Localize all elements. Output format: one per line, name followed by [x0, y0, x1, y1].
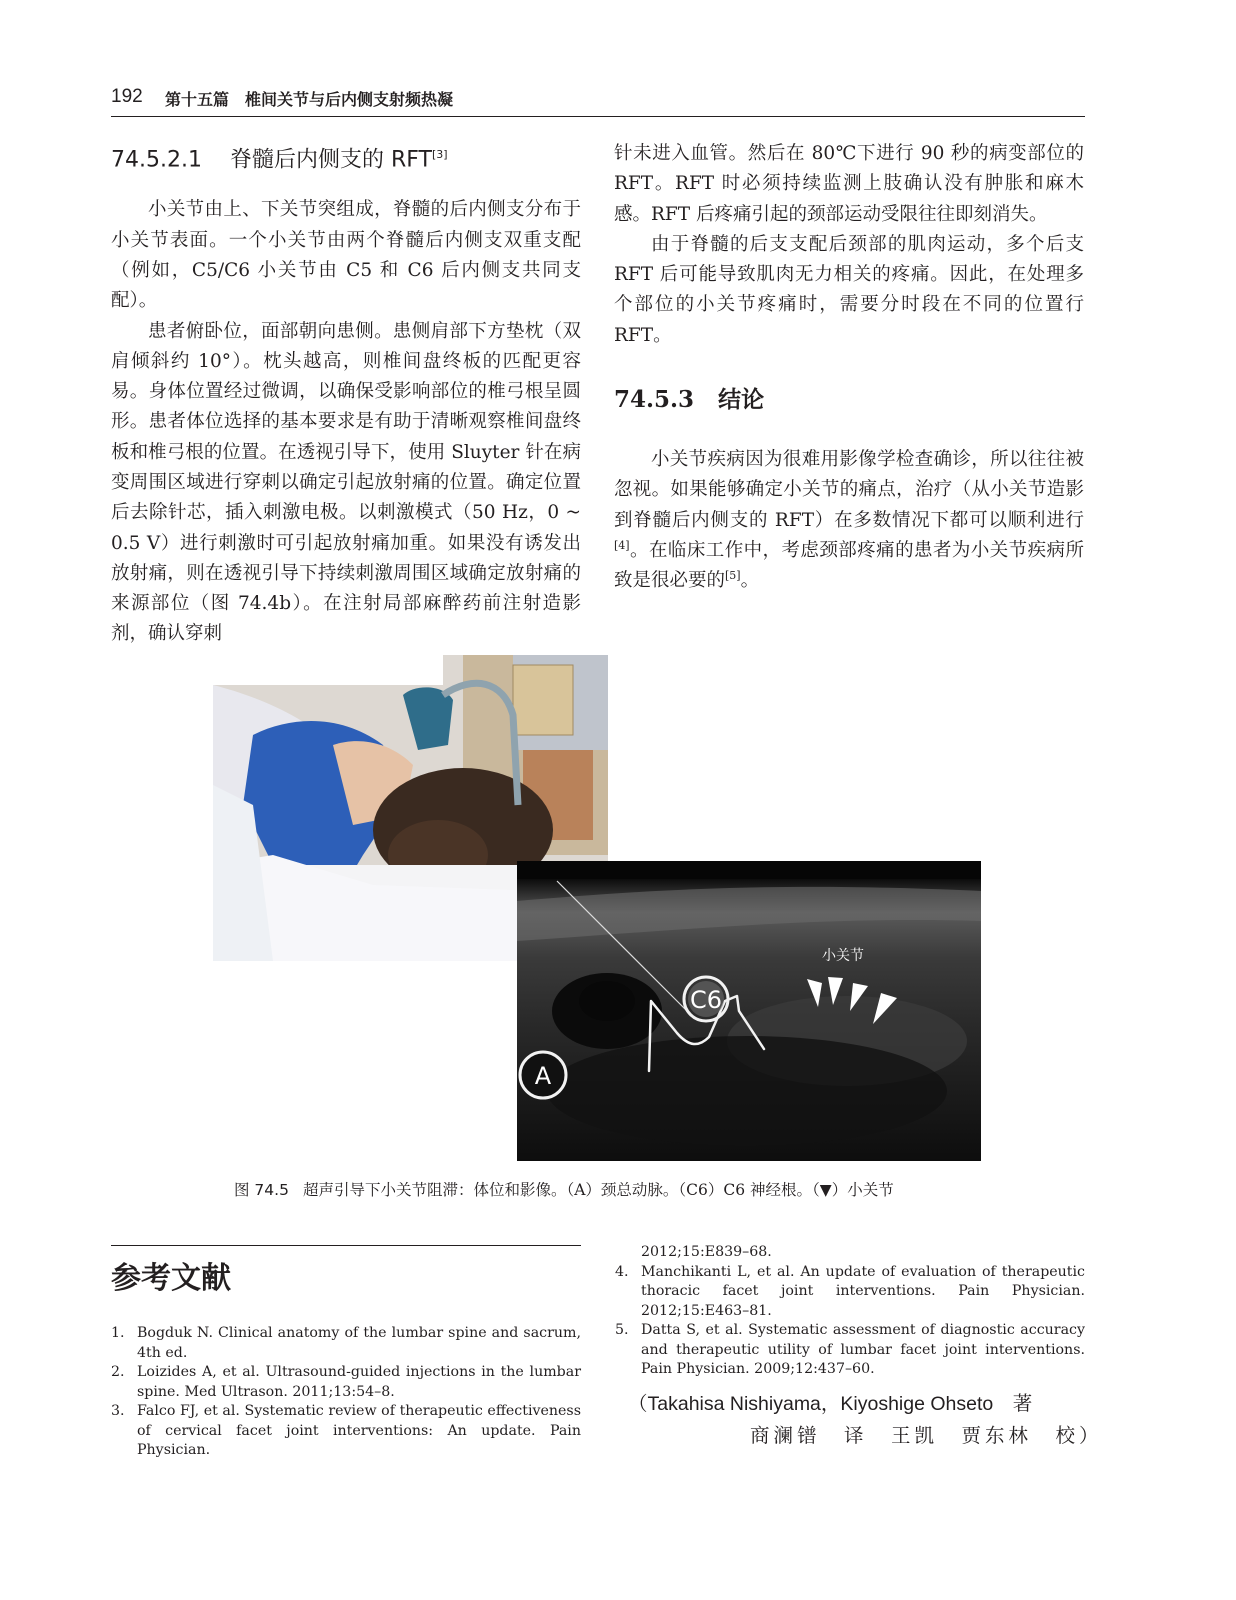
reference-item: 3. Falco FJ, et al. Systematic review of therapeutic effectiveness of cervical facet joint interventions: An update. Pain Physician.	[111, 1403, 581, 1458]
references-title: 参考文献	[111, 1261, 231, 1296]
page-number: 192	[111, 86, 143, 107]
references-list-right	[615, 1243, 1085, 1380]
conclusion-paragraph: 小关节疾病因为很难用影像学检查确诊，所以往往被忽视。如果能够确定小关节的痛点，治疗（从小关节造影到脊髓后内侧支的 RFT）在多数情况下都可以顺利进行[4]。在临床工作中，考虑颈部疼痛的患者为小关节疾病所致是很必要的[5]。	[614, 449, 1084, 592]
paragraph: 患者俯卧位，面部朝向患侧。患侧肩部下方垫枕（双肩倾斜约 10°）。枕头越高，则椎间盘终板的匹配更容易。身体位置经过微调，以确保受影响部位的椎弓根呈圆形。患者体位选择的基本要求是有助于清晰观察椎间盘终板和椎弓根的位置。在透视引导下，使用 Sluyter 针在病变周围区域进行穿刺以确定引起放射痛的位置。确定位置后去除针芯，插入刺激电极。以刺激模式（50 Hz，0 ~ 0.5 V）进行刺激时可引起放射痛加重。如果没有诱发出放射痛，则在透视引导下持续刺激周围区域确定放射痛的来源部位（图 74.4b）。在注射局部麻醉药前注射造影剂，确认穿刺	[111, 320, 581, 645]
section-number: 74.5.3	[614, 386, 695, 414]
section-heading-74-5-2-1	[111, 140, 581, 175]
a-label: A	[534, 1062, 552, 1090]
authors-credit: （Takahisa Nishiyama，Kiyoshige Ohseto 著	[628, 1393, 1033, 1415]
reference-item: 1. Bogduk N. Clinical anatomy of the lumbar spine and sacrum, 4th ed.	[111, 1325, 581, 1361]
section-title: 结论	[718, 386, 765, 414]
caption-text: 超声引导下小关节阻滞：体位和影像。（A）颈总动脉。（C6）C6 神经根。（▼）小关节	[302, 1181, 894, 1199]
running-header	[111, 84, 1085, 117]
reference-continued: 2012;15:E839–68.	[641, 1244, 772, 1260]
paragraph: 由于脊髓的后支支配后颈部的肌肉运动，多个后支 RFT 后可能导致肌肉无力相关的疼痛。因此，在处理多个部位的小关节疼痛时，需要分时段在不同的位置行 RFT。	[614, 233, 1084, 346]
translators-credit: 商澜镨 译 王凯 贾东林 校）	[750, 1424, 1103, 1447]
citation-ref: [4]	[614, 538, 630, 552]
left-column	[111, 140, 581, 650]
right-column	[614, 139, 1084, 597]
paragraph-continued: 针未进入血管。然后在 80℃下进行 90 秒的病变部位的 RFT。RFT 时必须持续监测上肢确认没有肿胀和麻木感。RFT 后疼痛引起的颈部运动受限往往即刻消失。	[614, 143, 1084, 225]
reference-item: 2. Loizides A, et al. Ultrasound-guided injections in the lumbar spine. Med Ultrason. 2011;13:54–8.	[111, 1364, 581, 1400]
facet-label: 小关节	[822, 948, 864, 964]
citation-ref: [5]	[725, 569, 741, 583]
section-number: 74.5.2.1	[111, 147, 202, 173]
references-divider	[111, 1245, 581, 1246]
figure-caption	[234, 1178, 894, 1200]
citation-ref: [3]	[431, 148, 448, 161]
references-list-left	[111, 1324, 581, 1461]
figure-label: 图 74.5	[234, 1181, 289, 1199]
chapter-title: 第十五篇 椎间关节与后内侧支射频热凝	[165, 90, 454, 109]
reference-item: 4. Manchikanti L, et al. An update of evaluation of therapeutic thoracic facet joint interventions. Pain Physician. 2012;15:E463–81.	[615, 1263, 1085, 1319]
paragraph: 小关节由上、下关节突组成，脊髓的后内侧支分布于小关节表面。一个小关节由两个脊髓后内侧支双重支配（例如，C5/C6 小关节由 C5 和 C6 后内侧支共同支配）。	[111, 199, 581, 312]
figure-ultrasound-image	[517, 861, 981, 1161]
ultrasound-illustration	[517, 861, 981, 1161]
reference-item: 5. Datta S, et al. Systematic assessment of diagnostic accuracy and therapeutic utility of lumbar facet joint interventions. Pain Physician. 2009;12:437–60.	[615, 1322, 1085, 1377]
section-heading-74-5-3	[614, 385, 1084, 415]
c6-label: C6	[689, 986, 723, 1014]
section-title: 脊髓后内侧支的 RFT	[229, 147, 432, 173]
